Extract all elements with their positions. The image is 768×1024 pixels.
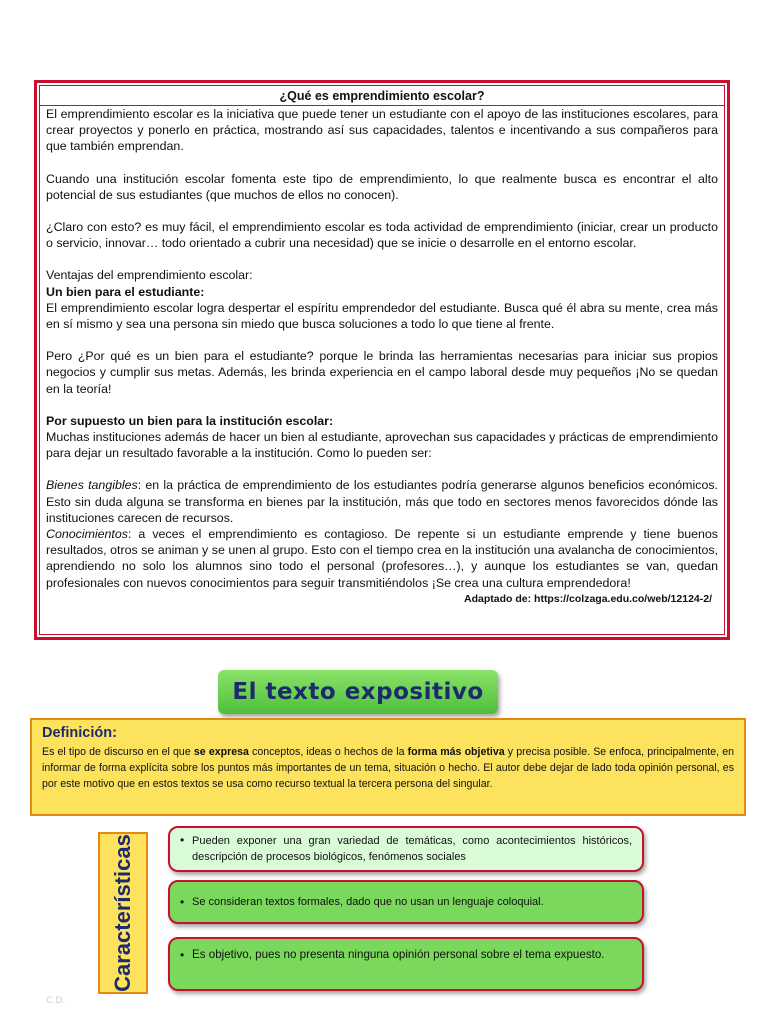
advantages-intro: Ventajas del emprendimiento escolar:	[46, 268, 253, 283]
knowledge-text: : a veces el emprendimiento es contagioso. De repente si un estudiante emprende y tiene buenos resultados, otros se animan y se unen al grupo. Esto con el tiempo crea en la institución una avalancha de conocimientos, aprendiendo no solo los alumnos sino todo el personal (profesores…), y aunque los estudiantes se van, quedan profesionales con nuevos conocimientos para seguir transmitiéndolos ¡Se crea una cultura emprendedora!	[46, 527, 718, 590]
article-inner	[39, 85, 725, 635]
definition-box	[30, 718, 746, 816]
characteristic-text: Es objetivo, pues no presenta ninguna opinión personal sobre el tema expuesto.	[192, 948, 605, 961]
tangible-term: Bienes tangibles	[46, 478, 138, 493]
characteristic-item	[168, 880, 644, 924]
article-box	[34, 80, 730, 640]
knowledge-paragraph	[46, 526, 718, 591]
article-paragraph: Pero ¿Por qué es un bien para el estudiante? porque le brinda las herramientas necesarias para iniciar sus propios negocios y cumplir sus metas. Además, les brinda experiencia en el campo laboral desde muy pequeños ¡No se quedan en la teoría!	[46, 349, 718, 396]
knowledge-term: Conocimientos	[46, 527, 128, 542]
footer-mark: C.D.	[46, 995, 65, 1006]
characteristic-text: • Se consideran textos formales, dado que no usan un lenguaje coloquial.	[192, 896, 544, 908]
definition-text-part: Es el tipo de discurso en el que	[42, 746, 194, 758]
article-paragraph: El emprendimiento escolar logra despertar el espíritu emprendedor del estudiante. Busca qué él abra su mente, crea más en sí mismo y sea una persona sin miedo que busca soluciones a todo lo que tiene al frente.	[46, 300, 718, 332]
characteristic-item	[168, 826, 644, 872]
definition-text-part: y precisa posible. Se enfoca, principalmente, en informar de forma explícita sobre los puntos más importantes de un tema, situación o hecho. El autor debe dejar de lado toda opinión personal, es por este motivo que en estos textos se usa como recurso textual la tercera persona del singular.	[42, 746, 734, 790]
banner-title: El texto expositivo	[232, 679, 484, 705]
tangible-paragraph	[46, 477, 718, 526]
definition-bold-part: se expresa	[193, 746, 249, 758]
article-paragraph: ¿Claro con esto? es muy fácil, el emprendimiento escolar es toda actividad de emprendimiento (iniciar, crear un producto o servicio, innovar… todo orientado a cubrir una necesidad) que se inicie o desarrolle en el entorno escolar.	[46, 220, 718, 251]
article-paragraph: Cuando una institución escolar fomenta este tipo de emprendimiento, lo que realmente busca es encontrar el alto potencial de sus estudiantes (que muchos de ellos no conocen).	[46, 171, 718, 202]
definition-title: Definición:	[42, 725, 117, 741]
section-banner	[218, 670, 498, 714]
institution-heading: Por supuesto un bien para la institución escolar:	[46, 413, 334, 428]
characteristic-text: Pueden exponer una gran variedad de temáticas, como acontecimientos históricos, descripción de procesos biológicos, fenómenos sociales	[192, 835, 632, 863]
definition-bold-part: forma más objetiva	[407, 746, 505, 758]
definition-text-part: conceptos, ideas o hechos de la	[248, 746, 408, 758]
student-heading: Un bien para el estudiante:	[46, 284, 205, 299]
article-paragraph: El emprendimiento escolar es la iniciativa que puede tener un estudiante con el apoyo de las instituciones escolares, para crear proyectos y ponerlo en práctica, mostrando así sus capacidades, talentos e incentivando a sus compañeros para que también emprendan.	[46, 107, 718, 154]
source-citation: Adaptado de: https://colzaga.edu.co/web/12124-2/	[464, 592, 712, 605]
characteristics-label-text: Características	[110, 834, 135, 992]
characteristic-item	[168, 937, 644, 991]
tangible-text: : en la práctica de emprendimiento de los estudiantes podría generarse algunos beneficios económicos. Esto sin duda alguna se transforma en bienes par la institución, más que todo en sectores menos favorecidos dónde las instituciones carecen de recursos.	[46, 478, 718, 525]
article-title: ¿Qué es emprendimiento escolar?	[40, 86, 724, 106]
characteristics-label	[98, 832, 148, 994]
definition-text	[42, 744, 734, 792]
article-paragraph: Muchas instituciones además de hacer un bien al estudiante, aprovechan sus capacidades y prácticas de emprendimiento para dejar un resultado favorable a la institución. Como lo pueden ser:	[46, 430, 718, 461]
